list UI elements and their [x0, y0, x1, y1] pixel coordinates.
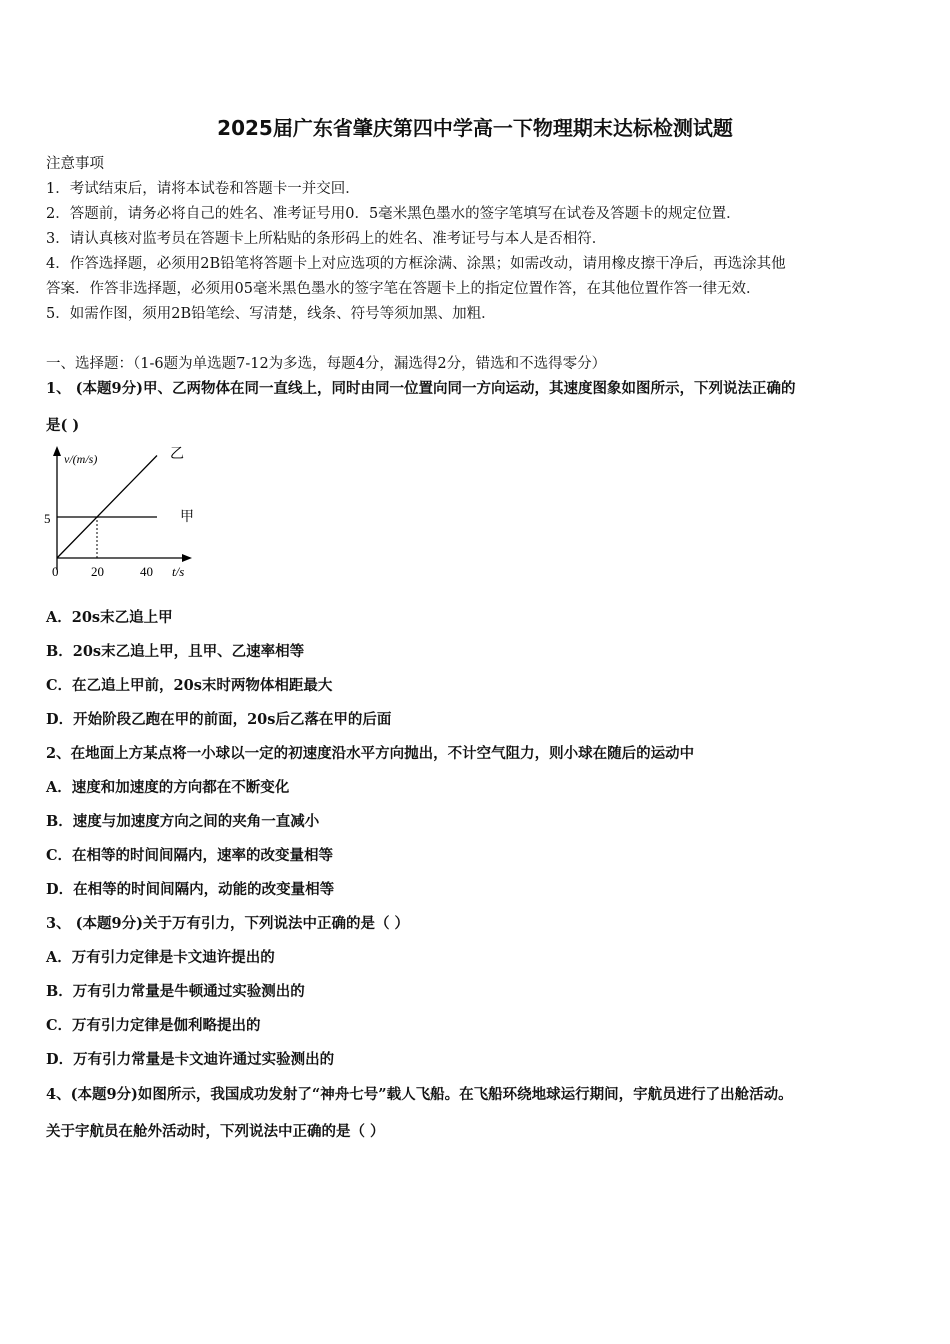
- x-axis-label: t/s: [172, 564, 185, 579]
- velocity-time-graph: [40, 442, 210, 587]
- question-1-stem-cont: 是( ): [46, 417, 80, 434]
- q2-option-c: C．在相等的时间间隔内，速率的改变量相等: [46, 847, 334, 864]
- q1-option-d: D．开始阶段乙跑在甲的前面，20s后乙落在甲的后面: [46, 711, 392, 728]
- x-axis-arrow: [182, 554, 192, 562]
- q3-option-a: A．万有引力定律是卡文迪许提出的: [46, 949, 275, 966]
- q2-option-b: B．速度与加速度方向之间的夹角一直减小: [46, 813, 320, 830]
- y-axis-label: v/(m/s): [64, 452, 98, 466]
- q1-option-a: A．20s末乙追上甲: [46, 609, 173, 626]
- notice-item-5: 5．如需作图，须用2B铅笔绘、写清楚，线条、符号等须加黑、加粗．: [46, 306, 496, 322]
- q1-option-c: C．在乙追上甲前，20s末时两物体相距最大: [46, 677, 333, 694]
- q1-option-b: B．20s末乙追上甲，且甲、乙速率相等: [46, 643, 305, 660]
- section-heading: 一、选择题：（1-6题为单选题7-12为多选，每题4分，漏选得2分，错选和不选得零分）: [46, 356, 607, 372]
- notice-item-4: 4．作答选择题，必须用2B铅笔将答题卡上对应选项的方框涂满、涂黑；如需改动，请用橡皮擦干净后，再选涂其他: [46, 256, 786, 272]
- x-tick-0: 0: [52, 564, 59, 579]
- notice-item-3: 3．请认真核对监考员在答题卡上所粘贴的条形码上的姓名、准考证号与本人是否相符．: [46, 231, 607, 247]
- x-tick-40: 40: [140, 564, 153, 579]
- question-4-stem: 4、(本题9分)如图所示，我国成功发射了“神舟七号”载人飞船。在飞船环绕地球运行期间，宇航员进行了出舱活动。: [46, 1086, 793, 1103]
- notice-item-4-cont: 答案．作答非选择题，必须用05毫米黑色墨水的签字笔在答题卡上的指定位置作答，在其他位置作答一律无效．: [46, 281, 761, 297]
- question-2-stem: 2、在地面上方某点将一小球以一定的初速度沿水平方向抛出，不计空气阻力，则小球在随后的运动中: [46, 745, 695, 762]
- question-4-stem-cont: 关于宇航员在舱外活动时，下列说法中正确的是（ ）: [46, 1123, 385, 1140]
- q3-option-c: C．万有引力定律是伽利略提出的: [46, 1017, 261, 1034]
- q2-option-a: A．速度和加速度的方向都在不断变化: [46, 779, 290, 796]
- series-line-yi: [57, 456, 157, 559]
- y-tick-5: 5: [44, 511, 51, 526]
- series-label-jia: 甲: [180, 510, 194, 525]
- page-title: 2025届广东省肇庆第四中学高一下物理期末达标检测试题: [217, 116, 733, 140]
- q3-option-d: D．万有引力常量是卡文迪许通过实验测出的: [46, 1051, 335, 1068]
- notice-item-1: 1．考试结束后，请将本试卷和答题卡一并交回．: [46, 181, 360, 197]
- question-3-stem: 3、 (本题9分)关于万有引力，下列说法中正确的是（ ）: [46, 915, 409, 932]
- notice-item-2: 2．答题前，请务必将自己的姓名、准考证号用0．5毫米黑色墨水的签字笔填写在试卷及答题卡的规定位置．: [46, 206, 741, 222]
- y-axis-arrow: [53, 446, 61, 456]
- q2-option-d: D．在相等的时间间隔内，动能的改变量相等: [46, 881, 335, 898]
- notice-heading: 注意事项: [46, 156, 104, 172]
- question-1-stem: 1、 (本题9分)甲、乙两物体在同一直线上，同时由同一位置向同一方向运动，其速度图象如图所示，下列说法正确的: [46, 380, 796, 397]
- series-label-yi: 乙: [170, 447, 184, 462]
- x-tick-20: 20: [91, 564, 104, 579]
- q3-option-b: B．万有引力常量是牛顿通过实验测出的: [46, 983, 305, 1000]
